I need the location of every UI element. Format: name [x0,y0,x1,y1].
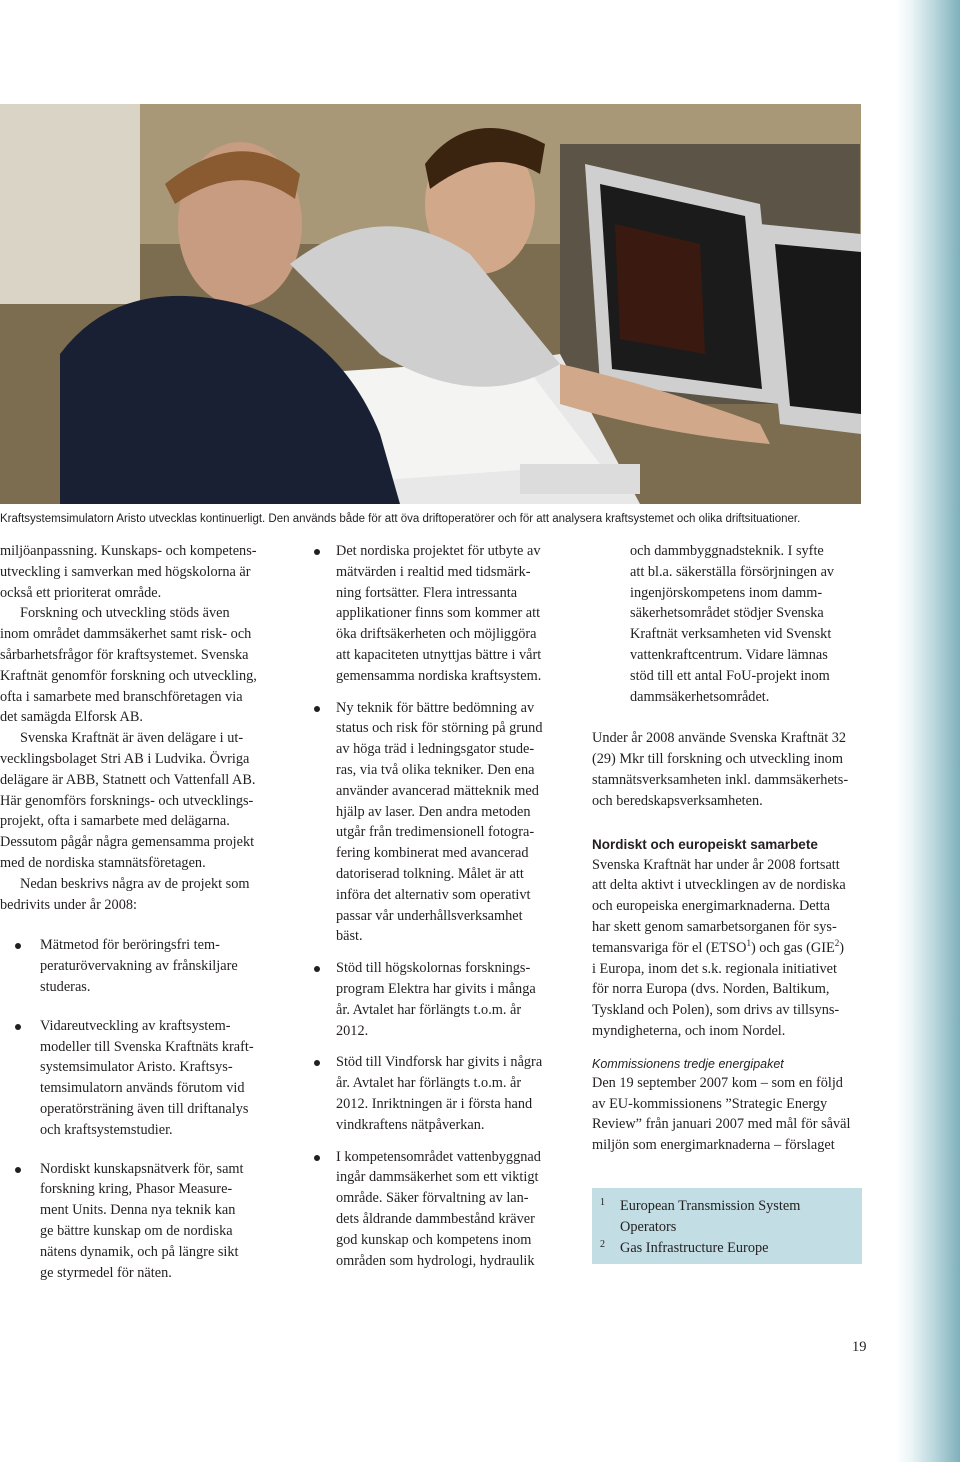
subheading: Kommissionens tredje energipaket [592,1056,784,1071]
bullet-list [0,935,282,1283]
page-edge-strip [896,0,960,1462]
paragraph: Den 19 september 2007 kom – som en följd av EU-kommissionens ”Strategic Energy Review” från januari 2007 med mål för såväl miljön som energimarknaderna – förslaget [592,1074,851,1154]
footnote-mark: 1 [600,1197,605,1208]
bullet-icon [314,966,320,972]
paragraph-text: ) i Europa, inom det s.k. regionala initiativet för norra Europa (dvs. Norden, Baltikum, Tyskland och Polen), som drivs av tillsyns- myndigheterna, och inom Nordel. [592,939,844,1039]
bullet-icon [314,1060,320,1066]
footnote [600,1196,852,1237]
footnote [600,1238,852,1259]
footnote-box [592,1188,862,1264]
column-3 [592,541,864,1156]
list-item [0,1016,282,1141]
list-item [336,958,566,1041]
paragraph: Under år 2008 använde Svenska Kraftnät 32 (29) Mkr till forskning och utveckling inom stamnätsverksamheten inkl. dammsäkerhets- och beredskapsverksamheten. [592,730,849,809]
list-item [336,1052,566,1135]
paragraph: Svenska Kraftnät är även delägare i ut- vecklingsbolaget Stri AB i Ludvika. Övriga delägare är ABB, Statnett och Vattenfall AB. Här genomförs forsknings- och utvecklings- projekt, ofta i samarbete med delägarna. Dessutom pågår några gemensamma projekt med de nordiska stamnätsföretagen. [0,730,256,871]
section-heading: Nordiskt och europeiskt samarbete [592,836,818,852]
paragraph-text: ) och gas (GIE [750,939,835,956]
list-item-text: Stöd till högskolornas forsknings- program Elektra har givits i många år. Avtalet har förlängts t.o.m. år 2012. [336,960,536,1039]
column-2 [336,541,566,1271]
page-number: 19 [852,1339,867,1355]
bullet-icon [314,706,320,712]
photo-icon [0,104,861,504]
list-item [336,698,566,948]
list-item [336,1147,566,1272]
list-item-text: Det nordiska projektet för utbyte av mätvärden i realtid med tidsmärk- ning fortsätter. Flera intressanta applikationer finns som kommer att öka driftsäkerheten och möjliggöra att kapaciteten utnyttjas bättre i vårt gemensamma nordiska kraftsystem. [336,543,542,684]
paragraph [592,855,864,1042]
column-1 [0,541,282,1283]
footnote-mark: 2 [600,1239,605,1251]
footnote-ref: 2 [834,937,840,948]
list-item [336,541,566,687]
paragraph-text: Svenska Kraftnät har under år 2008 fortsatt att delta aktivt i utvecklingen av de nordiska och europeiska energimarknaderna. Detta har skett genom samarbetsorganen för sys- temansvariga för el (ETSO [592,856,846,956]
footnote-text: Gas Infrastructure Europe [620,1240,769,1257]
list-item-text: Ny teknik för bättre bedömning av status och risk för störning på grund av höga träd i ledningsgator stude- ras, via två olika tekniker. Den ena använder avancerad mätteknik med hjälp av laser. Den andra metoden utgår från tredimensionell fotogra- fering kombinerat med avancerad datoriserad tolkning. Målet är att införa det alternativ som operativt passar vår underhållsverksamhet bäst. [336,699,543,945]
bullet-icon [314,549,320,555]
list-item-text: Stöd till Vindforsk har givits i några år. Avtalet har förlängts t.o.m. år 2012. Inriktningen är i första hand vindkraftens nätpåverkan. [336,1054,543,1133]
footnote-ref: 1 [746,937,751,948]
list-item-text: Mätmetod för beröringsfri tem- peraturövervakning av frånskiljare studeras. [40,937,238,995]
list-item [0,935,282,997]
list-item-text: Vidareutveckling av kraftsystem- modeller till Svenska Kraftnäts kraft- systemsimulator Aristo. Kraftsys- temsimulatorn används förutom vid operatörsträning även till driftanalys och kraftsystemstudier. [40,1017,254,1138]
list-item [0,1159,282,1284]
photo [0,104,861,504]
bullet-icon [314,1155,320,1161]
bullet-icon [15,1167,21,1173]
list-item-text: Nordiskt kunskapsnätverk för, samt forskning kring, Phasor Measure- ment Units. Denna nya teknik kan ge bättre kunskap om de nordiska nätens dynamik, och på längre sikt ge styrmedel för näten. [40,1160,244,1281]
bullet-list [336,541,566,1271]
paragraph: och dammbyggnadsteknik. I syfte att bl.a. säkerställa försörjningen av ingenjörskompetens inom damm- säkerhetsområdet stödjer Svenska Kraftnät verksamheten vid Svenskt vattenkraftcentrum. Vidare lämnas stöd till ett antal FoU-projekt inom dammsäkerhetsområdet. [630,543,835,705]
paragraph: Forskning och utveckling stöds även inom området dammsäkerhet samt risk- och sårbarhetsfrågor för kraftsystemet. Svenska Kraftnät genomför forskning och utveckling, ofta i samarbete med branschföretagen via det samägda Elforsk AB. [0,605,257,726]
bullet-icon [15,1024,21,1030]
bullet-icon [15,943,21,949]
photo-caption: Kraftsystemsimulatorn Aristo utvecklas kontinuerligt. Den används både för att öva driftoperatörer och för att analysera kraftsystemet och olika driftsituationer. [0,513,801,525]
footnote-text: European Transmission System Operators [620,1198,801,1235]
list-item-text: I kompetensområdet vattenbyggnad ingår dammsäkerhet som ett viktigt område. Säker förvaltning av lan- dets åldrande dammbestånd kräver god kunskap och kompetens inom områden som hydrologi, hydraulik [336,1148,541,1269]
paragraph: miljöanpassning. Kunskaps- och kompetens- utveckling i samverkan med högskolorna är också ett prioriterat område. [0,543,257,601]
paragraph: Nedan beskrivs några av de projekt som bedrivits under år 2008: [0,875,250,913]
